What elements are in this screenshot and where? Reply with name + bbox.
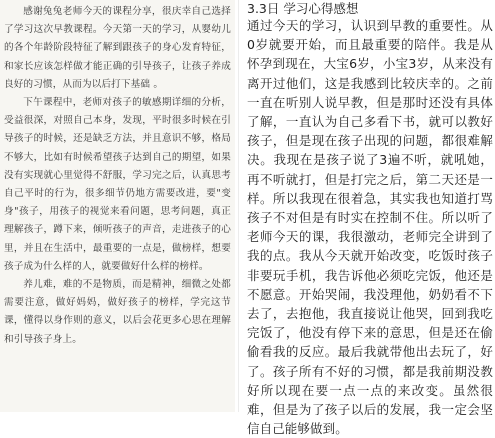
left-paragraph-1: 感谢兔兔老师今天的课程分享，很庆幸自己选择了学习这次早教课程。今天第一天的学习，从婴幼儿的各个年龄阶段特征了解到跟孩子的身心发育特征，和家长应该怎样做才能正确的引导孩子，让孩子养成良好的习惯，从而为以后打下基础 。 bbox=[4, 6, 231, 90]
left-paragraph-3: 养儿难，难的不是物质，而是精神，细微之处都需要注意，做好妈妈，做好孩子的榜样，学完这节课，懂得以身作则的意义，以后会花更多心思在理解和引导孩子身上。 bbox=[4, 279, 231, 345]
right-note-body: 通过今天的学习，认识到早教的重要性。从0岁就要开始，而且最重要的陪伴。我是从怀孕到现在，大宝6岁，小宝3岁，从来没有离开过他们，这是我感到比较庆幸的。之前一直在听别人说早教，但是那时还没有具体了解，一直认为自己多看下书，就可以教好孩子，但是现在孩子出现的问题，都很难解决。我现在是孩子说了3遍不听，就吼她，再不听就打，但是打完之后，第二天还是一样。所以我现在很着急，其实我也知道打骂孩子不对但是有时实在控制不住。所以听了老师今天的课，我很激动，老师完全讲到了我的点。我从今天就开始改变，吃饭时孩子非要玩手机，我告诉他必须吃完饭，他还是不愿意。开始哭闹，我没理他，奶奶看不下去了，去抱他，我直接说让他哭，回到我吃完饭了，他没有停下来的意思，但是还在偷偷看我的反应。最后我就带他出去玩了，好了。孩子所有不好的习惯，都是我前期没教好所以现在要一点一点的来改变。虽然很难，但是为了孩子以后的发展，我一定会坚信自己能够做到。 bbox=[247, 18, 493, 437]
right-note-panel bbox=[247, 0, 493, 437]
left-paragraph-2: 下午课程中，老师对孩子的敏感期详细的分析，受益很深，对照自己本身，发现，平时很多时候在引导孩子的时候，还是缺乏方法，并且意识不够，格局不够大，比如有时候希望孩子达到自己的期望，如果没有实现就心里觉得不舒服，学习完之后，认真思考自己平时的行为，很多细节仍地方需要改进，要"变身"孩子，用孩子的视觉来看问题，思考问题，真正理解孩子，蹲下来，倾听孩子的声音，走进孩子的心里，并且在生活中，最重要的一点是，做榜样，想要孩子成为什么样的人，就要做好什么样的榜样。 bbox=[4, 97, 231, 272]
right-note-title: 3.3日 学习心得感想 bbox=[247, 1, 359, 16]
left-note-panel bbox=[0, 0, 235, 412]
column-divider bbox=[238, 0, 239, 412]
